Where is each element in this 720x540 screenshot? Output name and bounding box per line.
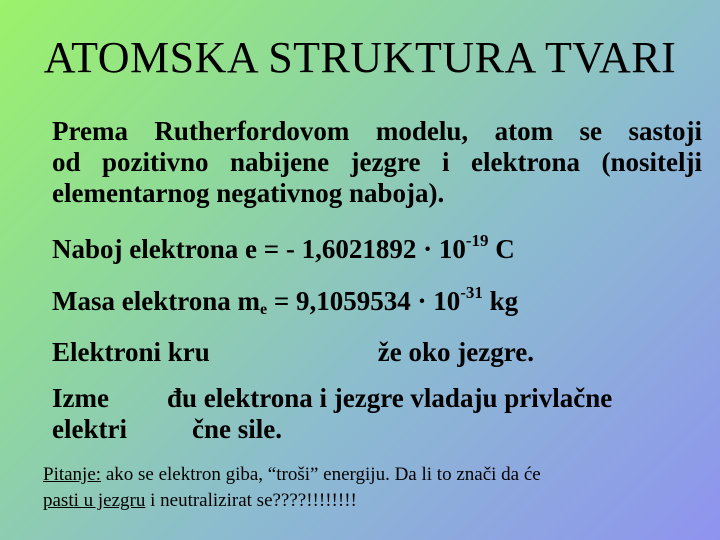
electron-mass-line (52, 283, 702, 318)
mass-exponent: -31 (460, 283, 483, 302)
forces-line1-part2: đu elektrona i jezgre vladaju privlačne (166, 383, 613, 413)
forces-line-1 (52, 383, 702, 414)
question-label: Pitanje: (43, 464, 102, 485)
orbit-part2: že oko jezgre. (377, 337, 534, 367)
forces-line2-part2: čne sile. (191, 414, 282, 444)
question-text-2: i neutralizirat se????!!!!!!!! (145, 490, 357, 511)
slide-title: ATOMSKA STRUKTURA TVARI (43, 33, 677, 82)
intro-line: od pozitivno nabijene jezgre i elektrona (nositelji (52, 147, 702, 177)
charge-exponent: -19 (465, 231, 489, 250)
forces-line-2 (52, 414, 702, 445)
mass-unit: kg (482, 286, 519, 316)
mass-subscript: e (259, 301, 268, 318)
question-text-1: ako se elektron giba, “troši” energiju. Da li to znači da će (101, 464, 541, 485)
forces-line2-part1: elektri (52, 414, 127, 444)
orbit-part1: Elektroni kru (52, 337, 210, 367)
intro-line: elementarnog negativnog naboja). (52, 178, 445, 208)
intro-line: Prema Rutherfordovom modelu, atom se sastoji (52, 116, 702, 146)
orbit-line (52, 337, 702, 368)
charge-label: Naboj elektrona e = - 1,6021892 · 10 (52, 234, 466, 264)
mass-value: = 9,1059534 · 10 (267, 286, 461, 316)
forces-line1-part1: Izme (52, 383, 109, 413)
electron-charge-line (52, 231, 702, 265)
question-paragraph (43, 462, 703, 514)
intro-paragraph (52, 116, 702, 209)
charge-unit: C (488, 234, 515, 264)
mass-label: Masa elektrona m (52, 286, 260, 316)
forces-paragraph (52, 383, 702, 445)
question-link[interactable]: pasti u jezgru (43, 490, 146, 511)
